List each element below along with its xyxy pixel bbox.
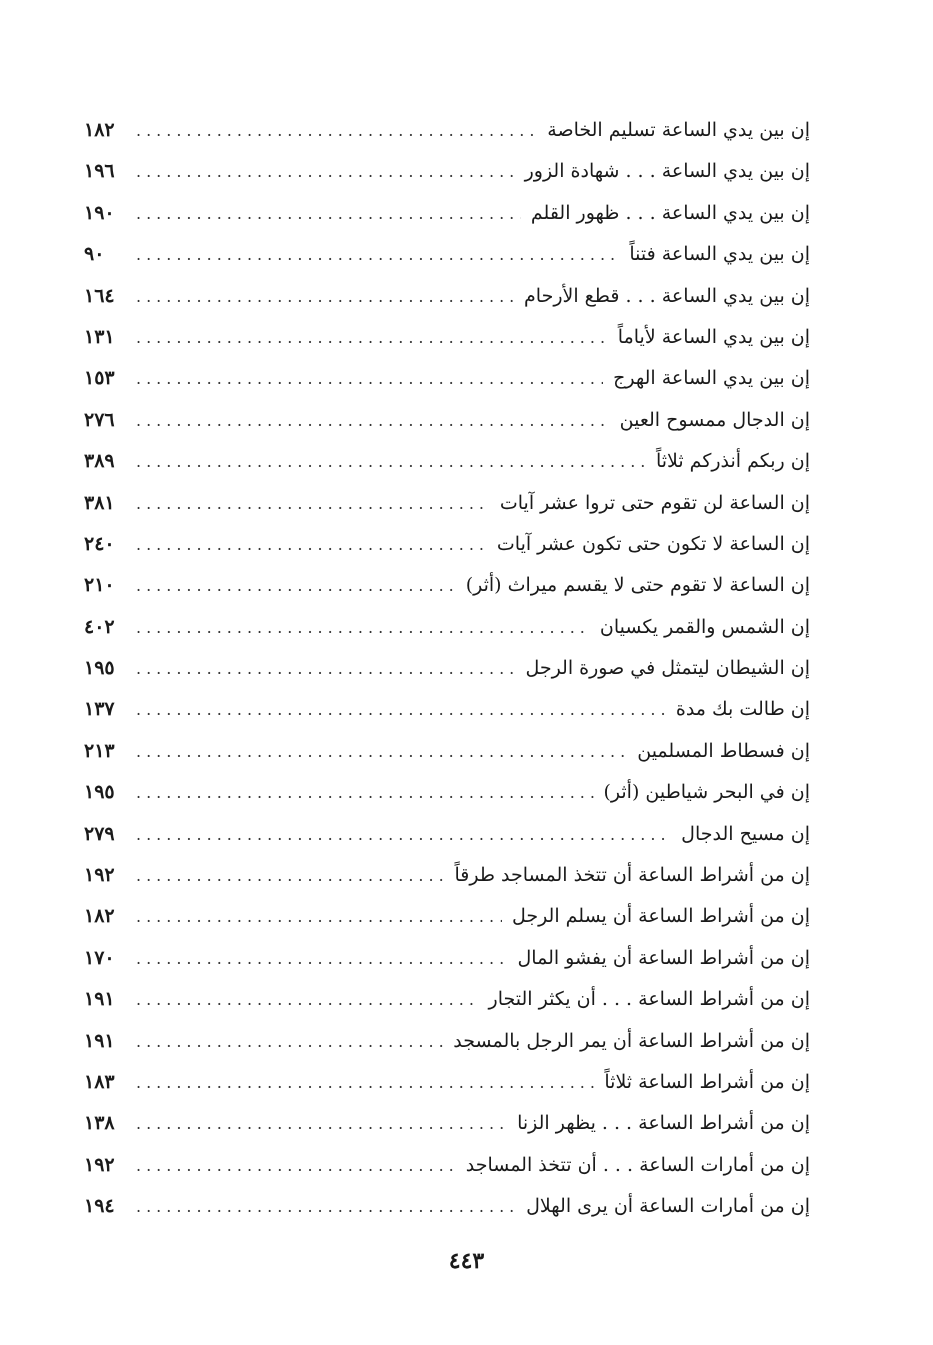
- entry-title: إن بين يدي الساعة لأياماً: [617, 325, 810, 348]
- dot-leader: [136, 317, 608, 358]
- entry-page-number: ١٣٨: [84, 1112, 115, 1135]
- dot-leader: [136, 731, 627, 772]
- dot-leader: [136, 234, 619, 275]
- index-entry: [84, 772, 810, 813]
- entry-title: إن بين يدي الساعة تسليم الخاصة: [547, 119, 810, 141]
- entry-title: إن في البحر شياطين (أثر): [603, 781, 810, 804]
- dot-leader: [136, 193, 521, 234]
- entry-page-number: ١٩٢: [84, 864, 115, 887]
- entry-title: إن من أشراط الساعة أن يسلم الرجل: [511, 905, 810, 928]
- index-entry: [84, 234, 810, 275]
- index-entry: [84, 317, 810, 358]
- dot-leader: [136, 276, 514, 317]
- entry-title: إن من أشراط الساعة . . . يظهر الزنا: [517, 1112, 810, 1135]
- dot-leader: [136, 110, 537, 151]
- entry-page-number: ١٥٣: [84, 367, 115, 390]
- entry-page-number: ١٨٣: [84, 1070, 115, 1093]
- entry-page-number: ١٣٧: [84, 698, 115, 721]
- index-entry: [84, 441, 810, 482]
- dot-leader: [136, 607, 590, 648]
- entry-page-number: ٩٠: [84, 243, 105, 266]
- entry-title: إن الساعة لا تقوم حتى لا يقسم ميراث (أثر): [465, 574, 810, 597]
- index-entry: [84, 689, 810, 730]
- entry-title: إن الساعة لا تكون حتى تكون عشر آيات: [496, 532, 810, 555]
- entry-title: إن من أشراط الساعة أن يمر الرجل بالمسجد: [453, 1029, 810, 1052]
- entry-title: إن الشيطان ليتمثل في صورة الرجل: [525, 657, 810, 680]
- entry-page-number: ١٩٤: [84, 1195, 115, 1218]
- entry-page-number: ١٩١: [84, 988, 115, 1011]
- index-entry: [84, 855, 810, 896]
- index-entry: [84, 731, 810, 772]
- entry-title: إن بين يدي الساعة فتناً: [629, 243, 810, 266]
- index-entry: [84, 110, 810, 151]
- entry-page-number: ١٨٢: [84, 119, 115, 141]
- dot-leader: [136, 565, 456, 606]
- entry-page-number: ١٨٢: [84, 905, 115, 928]
- dot-leader: [136, 938, 507, 979]
- index-list: [84, 110, 810, 1228]
- index-entry: [84, 1145, 810, 1186]
- index-entry: [84, 193, 810, 234]
- entry-title: إن بين يدي الساعة . . . قطع الأرحام: [524, 284, 810, 307]
- entry-page-number: ١٩٠: [84, 201, 115, 224]
- index-entry: [84, 1021, 810, 1062]
- dot-leader: [136, 151, 515, 192]
- index-entry: [84, 896, 810, 937]
- dot-leader: [136, 1062, 594, 1103]
- entry-page-number: ٣٨٩: [84, 450, 115, 473]
- dot-leader: [136, 979, 479, 1020]
- page-number: ٤٤٣: [448, 1248, 485, 1274]
- dot-leader: [136, 814, 671, 855]
- dot-leader: [136, 772, 594, 813]
- index-entry: [84, 648, 810, 689]
- entry-page-number: ١٦٤: [84, 284, 115, 307]
- index-entry: [84, 814, 810, 855]
- entry-page-number: ١٩٥: [84, 657, 115, 680]
- dot-leader: [136, 1145, 456, 1186]
- entry-title: إن طالت بك مدة: [675, 698, 810, 721]
- index-entry: [84, 979, 810, 1020]
- entry-page-number: ١٩٢: [84, 1153, 115, 1176]
- entry-page-number: ١٩٦: [84, 160, 115, 183]
- entry-page-number: ١٧٠: [84, 946, 115, 969]
- entry-title: إن الشمس والقمر يكسيان: [599, 615, 810, 638]
- dot-leader: [136, 1021, 443, 1062]
- entry-title: إن فسطاط المسلمين: [637, 739, 810, 762]
- index-entry: [84, 400, 810, 441]
- entry-title: إن بين يدي الساعة الهرج: [613, 367, 810, 390]
- entry-title: إن من أشراط الساعة . . . أن يكثر التجار: [488, 988, 810, 1011]
- entry-title: إن من أشراط الساعة أن يفشو المال: [517, 946, 810, 969]
- entry-title: إن مسيح الدجال: [681, 822, 810, 845]
- index-entry: [84, 1103, 810, 1144]
- entry-page-number: ٢١٠: [84, 574, 115, 597]
- entry-title: إن من أشراط الساعة ثلاثاً: [604, 1070, 810, 1093]
- entry-page-number: ٢٤٠: [84, 532, 115, 555]
- entry-title: إن الساعة لن تقوم حتى تروا عشر آيات: [499, 491, 810, 514]
- entry-title: إن بين يدي الساعة . . . ظهور القلم: [530, 201, 810, 224]
- index-entry: [84, 151, 810, 192]
- entry-page-number: ٣٨١: [84, 491, 115, 514]
- dot-leader: [136, 855, 445, 896]
- entry-title: إن ربكم أنذركم ثلاثاً: [655, 450, 810, 473]
- entry-title: إن من أشراط الساعة أن تتخذ المساجد طرقاً: [454, 864, 810, 887]
- dot-leader: [136, 524, 487, 565]
- index-entry: [84, 1186, 810, 1227]
- entry-title: إن من أمارات الساعة . . . أن تتخذ المساجد: [465, 1153, 810, 1176]
- entry-page-number: ١٩١: [84, 1029, 115, 1052]
- index-entry: [84, 565, 810, 606]
- index-entry: [84, 524, 810, 565]
- entry-page-number: ٢١٣: [84, 739, 115, 762]
- dot-leader: [136, 689, 666, 730]
- index-entry: [84, 276, 810, 317]
- entry-title: إن من أمارات الساعة أن يرى الهلال: [526, 1195, 810, 1218]
- index-entry: [84, 938, 810, 979]
- dot-leader: [136, 1186, 516, 1227]
- index-entry: [84, 607, 810, 648]
- entry-page-number: ٢٧٩: [84, 822, 115, 845]
- entry-page-number: ٢٧٦: [84, 408, 115, 431]
- index-entry: [84, 358, 810, 399]
- dot-leader: [136, 441, 646, 482]
- dot-leader: [136, 483, 490, 524]
- dot-leader: [136, 648, 515, 689]
- entry-page-number: ١٩٥: [84, 781, 115, 804]
- entry-page-number: ١٣١: [84, 325, 115, 348]
- entry-page-number: ٤٠٢: [84, 615, 115, 638]
- index-entry: [84, 1062, 810, 1103]
- dot-leader: [136, 896, 502, 937]
- index-entry: [84, 483, 810, 524]
- entry-title: إن بين يدي الساعة . . . شهادة الزور: [524, 160, 810, 183]
- dot-leader: [136, 400, 610, 441]
- dot-leader: [136, 358, 603, 399]
- entry-title: إن الدجال ممسوح العين: [619, 408, 810, 431]
- dot-leader: [136, 1103, 507, 1144]
